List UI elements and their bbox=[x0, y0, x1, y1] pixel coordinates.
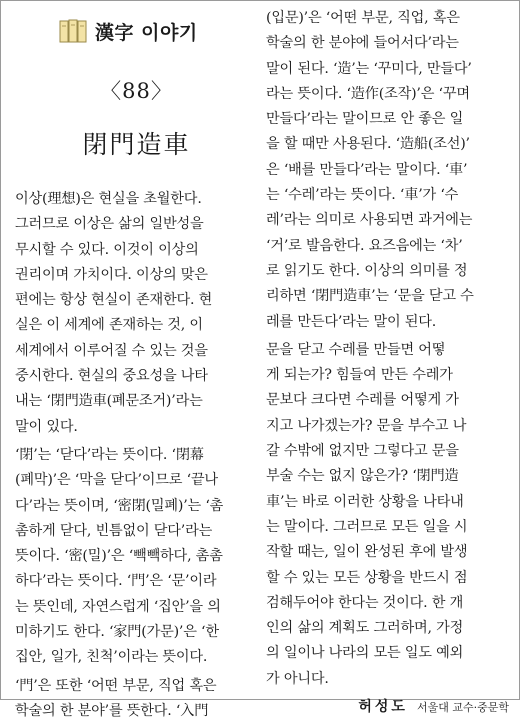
text-line: 집안, 일가, 친척’이라는 뜻이다. bbox=[15, 649, 208, 666]
text-line: 게 되는가? 힘들여 만든 수레가 bbox=[266, 367, 453, 384]
text-line: 말이 있다. bbox=[15, 418, 78, 435]
text-line: 갈 수밖에 없지만 그렇다고 문을 bbox=[266, 443, 459, 460]
text-line: 은 ‘배를 만들다’라는 말이다. ‘車’ bbox=[266, 161, 468, 178]
author-affiliation: 서울대 교수·중문학 bbox=[416, 701, 509, 715]
text-line: 권리이며 가치이다. 이상의 맞은 bbox=[15, 266, 208, 283]
text-line: 검해두어야 한다는 것이다. 한 개 bbox=[266, 594, 464, 611]
left-body bbox=[15, 187, 258, 724]
text-line: 이상(理想)은 현실을 초월한다. bbox=[15, 191, 202, 207]
right-body bbox=[266, 6, 509, 692]
text-line: ‘거’로 발음한다. 요즈음에는 ‘차’ bbox=[266, 237, 463, 254]
text-line: 는 ‘수레’라는 뜻이다. ‘車’가 ‘수 bbox=[266, 187, 459, 204]
text-line: 다’라는 뜻이며, ‘密閉(밀폐)’는 ‘촘 bbox=[15, 497, 224, 514]
text-line: 뜻이다. ‘密(밀)’은 ‘빽빽하다, 촘촘 bbox=[15, 548, 223, 565]
text-line: 문을 닫고 수레를 만들면 어떻 bbox=[266, 341, 446, 358]
text-line: 내는 ‘閉門造車(폐문조거)’라는 bbox=[15, 393, 203, 410]
text-line: ‘門’은 또한 ‘어떤 부문, 직업 혹은 bbox=[15, 677, 217, 694]
text-line: 의 일이나 나라의 모든 일도 예외 bbox=[266, 645, 464, 662]
text-line: 말이 된다. ‘造’는 ‘꾸미다, 만들다’ bbox=[266, 60, 472, 77]
text-line: 車’는 바로 이러한 상황을 나타내 bbox=[266, 493, 464, 510]
text-line: 는 말이다. 그러므로 모든 일을 시 bbox=[266, 518, 468, 535]
text-line: 가 아니다. bbox=[266, 670, 329, 687]
text-line: 는 뜻인데, 자연스럽게 ‘집안’을 의 bbox=[15, 598, 221, 615]
text-line: 부술 수는 없지 않은가? ‘閉門造 bbox=[266, 468, 459, 485]
text-line: 학술의 한 분야’를 뜻한다. ‘入門 bbox=[15, 702, 209, 719]
text-line: 레를 만든다’라는 말이 된다. bbox=[266, 313, 437, 330]
text-line: 학술의 한 분야에 들어서다’라는 bbox=[266, 35, 459, 52]
text-line: 무시할 수 있다. 이것이 이상의 bbox=[15, 241, 199, 258]
text-line: 인의 삶의 계획도 그러하며, 가정 bbox=[266, 620, 464, 637]
text-line: 지고 나가겠는가? 문을 부수고 나 bbox=[266, 417, 467, 434]
text-line: ‘閉’는 ‘닫다’라는 뜻이다. ‘閉幕 bbox=[15, 446, 204, 463]
text-line: 그러므로 이상은 삶의 일반성을 bbox=[15, 216, 204, 233]
text-line: 중시한다. 현실의 중요성을 나타 bbox=[15, 368, 208, 385]
text-line: 실은 이 세계에 존재하는 것, 이 bbox=[15, 317, 203, 334]
text-line: 리하면 ‘閉門造車’는 ‘문을 닫고 수 bbox=[266, 288, 474, 305]
text-line: 세계에서 이루어질 수 있는 것을 bbox=[15, 342, 208, 359]
author-name: 허성도 bbox=[358, 699, 408, 716]
byline bbox=[266, 696, 509, 716]
text-line: 로 읽기도 한다. 이상의 의미를 정 bbox=[266, 262, 468, 279]
book-icon bbox=[59, 18, 87, 44]
text-line: 문보다 크다면 수레를 어떻게 가 bbox=[266, 392, 459, 409]
issue-number: 〈88〉 bbox=[100, 79, 173, 103]
left-column bbox=[15, 1, 258, 724]
text-line: (폐막)’은 ‘막을 닫다’이므로 ‘끝나 bbox=[15, 472, 218, 489]
text-line: 작할 때는, 일이 완성된 후에 발생 bbox=[266, 544, 468, 561]
text-line: 할 수 있는 모든 상황을 반드시 점 bbox=[266, 569, 468, 586]
text-line: (입문)’은 ‘어떤 부문, 직업, 혹은 bbox=[266, 10, 460, 26]
column-title: 漢字 이야기 bbox=[95, 21, 198, 44]
text-line: 을 할 때만 사용된다. ‘造船(조선)’ bbox=[266, 136, 470, 153]
text-line: 미하기도 한다. ‘家門(가문)’은 ‘한 bbox=[15, 624, 219, 641]
text-line: 하다’라는 뜻이다. ‘門’은 ‘문’이라 bbox=[15, 573, 217, 590]
text-line: 레’라는 의미로 사용되면 과거에는 bbox=[266, 212, 473, 229]
text-line: 라는 뜻이다. ‘造作(조작)’은 ‘꾸며 bbox=[266, 85, 470, 102]
column-header bbox=[15, 1, 258, 61]
right-column bbox=[266, 1, 509, 716]
text-line: 편에는 항상 현실이 존재한다. 현 bbox=[15, 292, 213, 309]
text-line: 만들다’라는 말이므로 안 좋은 일 bbox=[266, 111, 464, 128]
headline: 閉門造車 bbox=[82, 130, 191, 159]
text-line: 촘하게 닫다, 빈틈없이 닫다’라는 bbox=[15, 522, 213, 539]
